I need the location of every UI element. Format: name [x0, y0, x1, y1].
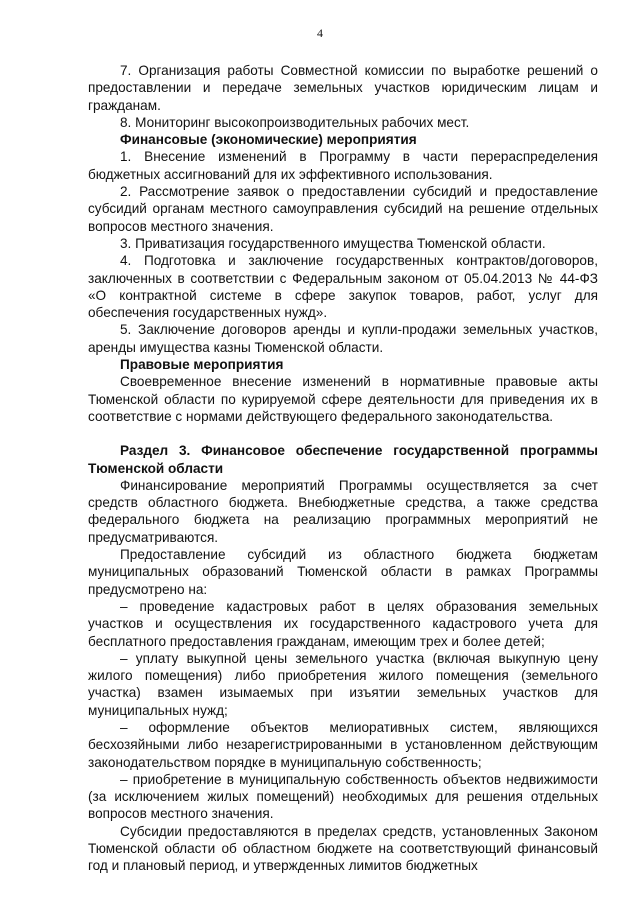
- document-body: [88, 62, 598, 875]
- subsection-heading: Правовые мероприятия: [120, 357, 284, 373]
- paragraph: 1. Внесение изменений в Программу в части перераспределения бюджетных ассигнований для их эффективного использования.: [88, 149, 598, 182]
- paragraph: – проведение кадастровых работ в целях образования земельных участков и осуществления их государственного кадастрового учета для бесплатного предоставления гражданам, имеющим трех и более детей;: [88, 598, 598, 649]
- paragraph: 5. Заключение договоров аренды и купли-продажи земельных участков, аренды имущества казны Тюменской области.: [88, 322, 598, 355]
- paragraph: Субсидии предоставляются в пределах средств, установленных Законом Тюменской области об областном бюджете на соответствующий финансовый год и плановый период, и утвержденных лимитов бюджетных: [88, 823, 598, 874]
- paragraph: Предоставление субсидий из областного бюджета бюджетам муниципальных образований Тюменской области в рамках Программы предусмотрено на:: [88, 547, 598, 597]
- paragraph: 8. Мониторинг высокопроизводительных рабочих мест.: [120, 114, 470, 130]
- paragraph: 4. Подготовка и заключение государственных контрактов/договоров, заключенных в соответствии с Федеральным законом от 05.04.2013 № 44-ФЗ «О контрактной системе в сфере закупок товаров, работ, услуг для обеспечения государственных нужд».: [88, 253, 598, 321]
- paragraph: 3. Приватизация государственного имущества Тюменской области.: [120, 235, 546, 251]
- paragraph: – приобретение в муниципальную собственность объектов недвижимости (за исключением жилых помещений) необходимых для решения отдельных вопросов местного значения.: [88, 771, 598, 822]
- page-number: 4: [317, 26, 323, 40]
- paragraph: Финансирование мероприятий Программы осуществляется за счет средств областного бюджета. Внебюджетные средства, а также средства федерального бюджета на реализацию программных мероприятий не предусматриваются.: [88, 477, 598, 545]
- subsection-heading: Финансовые (экономические) мероприятия: [120, 132, 417, 148]
- paragraph: Своевременное внесение изменений в нормативные правовые акты Тюменской области по курируемой сфере деятельности для приведения их в соответствие с нормами действующего федерального законодательства.: [88, 374, 598, 424]
- paragraph: – оформление объектов мелиоративных систем, являющихся бесхозяйными либо незарегистрированными в установленном действующим законодательством порядке в муниципальную собственность;: [88, 719, 598, 770]
- paragraph: 7. Организация работы Совместной комиссии по выработке решений о предоставлении и передаче земельных участков юридическим лицам и гражданам.: [88, 63, 598, 113]
- paragraph: – уплату выкупной цены земельного участка (включая выкупную цену жилого помещения) либо приобретения жилого помещения (земельного участка) взамен изымаемых при изъятии земельных участков для муниципальных нужд;: [88, 650, 598, 718]
- paragraph: 2. Рассмотрение заявок о предоставлении субсидий и предоставление субсидий органам местного самоуправления субсидий на решение отдельных вопросов местного значения.: [88, 184, 598, 234]
- section-heading: Раздел 3. Финансовое обеспечение государственной программы Тюменской области: [88, 443, 598, 476]
